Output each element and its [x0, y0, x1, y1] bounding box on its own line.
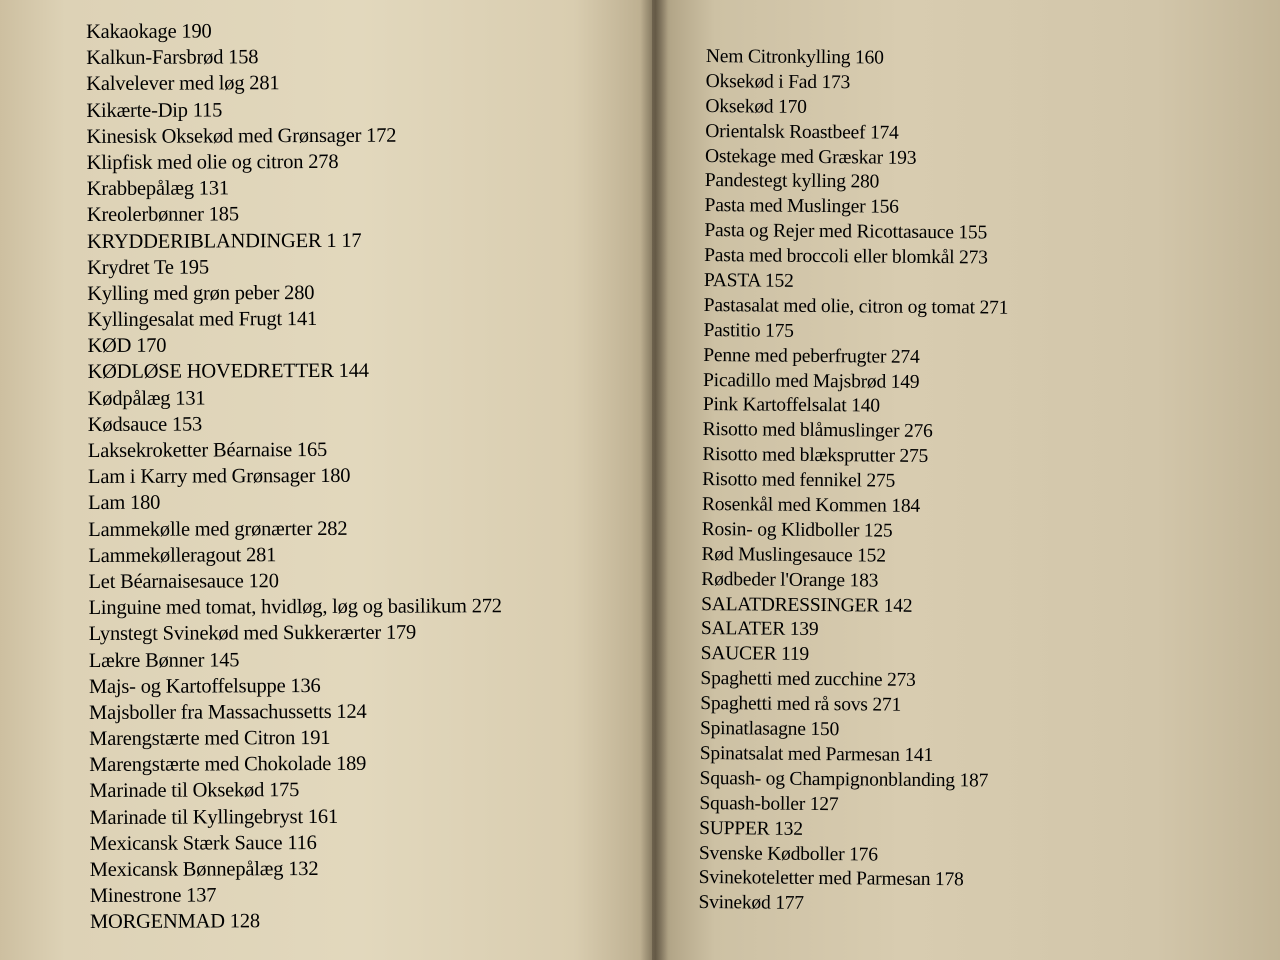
index-entry: Pasta med broccoli eller blomkål 273	[704, 245, 988, 269]
index-entry: Laksekroketter Béarnaise 165	[87, 438, 328, 462]
index-column-left	[86, 17, 503, 935]
index-entry: KØD 170	[87, 334, 167, 358]
index-entry: Majs- og Kartoffelsuppe 136	[88, 674, 321, 698]
index-entry: Klipfisk med olie og citron 278	[86, 150, 339, 174]
index-entry: Squash-boller 127	[699, 792, 839, 815]
index-entry: Lækre Bønner 145	[88, 648, 240, 672]
index-entry: Lam 180	[88, 492, 161, 515]
index-entry: Kreolerbønner 185	[86, 203, 239, 227]
index-entry: Kylling med grøn peber 280	[87, 281, 315, 305]
index-entry: Marengstærte med Citron 191	[89, 727, 331, 751]
index-entry: Oksekød i Fad 173	[705, 70, 851, 94]
index-column-right	[698, 45, 1010, 919]
index-entry: Picadillo med Majsbrød 149	[702, 369, 920, 393]
index-entry: Pasta med Muslinger 156	[704, 195, 899, 219]
index-entry: Rosin- og Klidboller 125	[701, 518, 893, 542]
index-entry: Penne med peberfrugter 274	[703, 344, 920, 368]
index-entry: Spinatlasagne 150	[699, 718, 840, 741]
index-entry: Pandestegt kylling 280	[704, 170, 880, 193]
index-entry: Kalkun-Farsbrød 158	[86, 46, 259, 70]
index-entry: Pastasalat med olie, citron og tomat 271	[703, 294, 1009, 319]
index-entry: Minestrone 137	[89, 884, 217, 908]
index-entry: Krydret Te 195	[87, 256, 209, 279]
index-entry: Rødbeder l'Orange 183	[701, 568, 879, 592]
index-entry: Nem Citronkylling 160	[705, 45, 884, 69]
index-entry: Risotto med blåmuslinger 276	[702, 419, 933, 443]
index-entry: Ostekage med Græskar 193	[704, 145, 917, 169]
index-entry: SAUCER 119	[700, 643, 810, 666]
index-entry: Rosenkål med Kommen 184	[701, 494, 921, 517]
index-entry: Squash- og Champignonblanding 187	[699, 767, 989, 792]
index-entry: Kødpålæg 131	[87, 387, 206, 410]
index-entry: Pink Kartoffelsalat 140	[702, 394, 880, 417]
index-entry: PASTA 152	[703, 270, 794, 292]
index-entry: SUPPER 132	[699, 817, 803, 840]
index-entry: Oksekød 170	[705, 95, 807, 118]
index-entry: Lynstegt Svinekød med Sukkerærter 179	[88, 621, 417, 646]
index-entry: Kødsauce 153	[87, 413, 203, 436]
index-entry: Spinatsalat med Parmesan 141	[699, 742, 934, 766]
index-entry: Pasta og Rejer med Ricottasauce 155	[704, 220, 988, 244]
index-entry: Lammekølleragout 281	[88, 543, 277, 567]
index-entry: Marinade til Kyllingebryst 161	[89, 805, 339, 829]
index-entry: Marinade til Oksekød 175	[89, 779, 300, 803]
index-entry: Majsboller fra Massachussetts 124	[88, 700, 367, 724]
index-entry: Spaghetti med rå sovs 271	[700, 693, 902, 716]
index-entry: SALATDRESSINGER 142	[701, 593, 913, 617]
index-entry: Spaghetti med zucchine 273	[700, 668, 916, 692]
index-entry: Kinesisk Oksekød med Grønsager 172	[86, 124, 397, 148]
index-entry: Kikærte-Dip 115	[86, 98, 223, 122]
index-entry: Lammekølle med grønærter 282	[88, 517, 348, 541]
index-entry: Risotto med blæksprutter 275	[702, 444, 929, 468]
index-entry: Kalvelever med løg 281	[86, 72, 280, 96]
index-entry: Orientalsk Roastbeef 174	[705, 120, 899, 144]
index-entry: Svenske Kødboller 176	[698, 842, 878, 866]
index-entry: KRYDDERIBLANDINGER 1 17	[86, 229, 362, 253]
index-entry: Let Béarnaisesauce 120	[88, 570, 279, 593]
index-entry: Kakaokage 190	[86, 20, 212, 43]
index-entry: KØDLØSE HOVEDRETTER 144	[87, 360, 369, 384]
index-entry: SALATER 139	[700, 618, 819, 641]
index-entry: Svinekoteletter med Parmesan 178	[698, 867, 964, 891]
index-entry: Mexicansk Bønnepålæg 132	[89, 857, 319, 881]
index-entry: Lam i Karry med Grønsager 180	[87, 465, 351, 489]
index-entry: Svinekød 177	[698, 892, 805, 915]
index-entry: Mexicansk Stærk Sauce 116	[89, 831, 317, 855]
index-entry: Rød Muslingesauce 152	[701, 543, 886, 567]
index-entry: Marengstærte med Chokolade 189	[89, 753, 367, 777]
index-entry: Krabbepålæg 131	[86, 177, 229, 201]
index-entry: Pastitio 175	[703, 319, 794, 342]
index-entry: MORGENMAD 128	[89, 910, 260, 934]
index-entry: Kyllingesalat med Frugt 141	[87, 308, 318, 332]
index-entry: Linguine med tomat, hvidløg, løg og basilikum 272	[88, 595, 502, 620]
index-entry: Risotto med fennikel 275	[702, 469, 896, 492]
